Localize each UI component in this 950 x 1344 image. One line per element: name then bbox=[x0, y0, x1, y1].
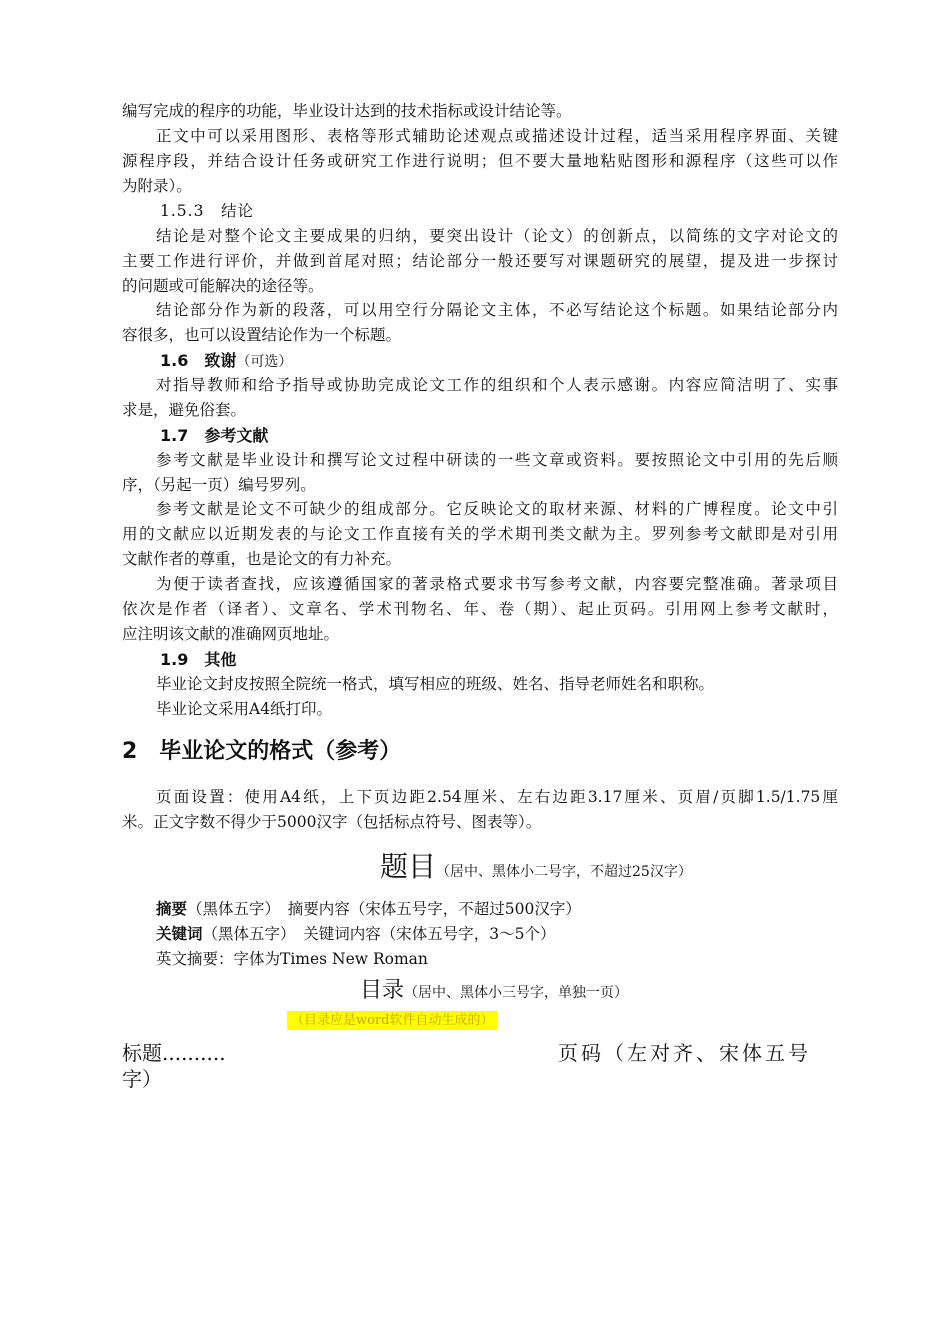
toc-label: 目录 bbox=[360, 978, 405, 1003]
paragraph-line: 的问题或可能解决的途径等。 bbox=[122, 277, 324, 295]
paragraph-line: 序，（另起一页）编号罗列。 bbox=[122, 476, 316, 494]
paragraph-line: 为附录）。 bbox=[122, 177, 192, 195]
title-label: 题目 bbox=[380, 850, 437, 883]
paragraph-line: 源程序段，并结合设计任务或研究工作进行说明；但不要大量地粘贴图形和源程序（这些可以作 bbox=[122, 152, 838, 170]
section-heading-1-6 bbox=[160, 348, 876, 375]
heading-note: （可选） bbox=[236, 354, 293, 370]
english-abstract-line: 英文摘要：字体为Times New Roman bbox=[156, 950, 428, 968]
title-format-note: （居中、黑体小二号字，不超过25汉字） bbox=[436, 864, 692, 880]
paragraph-line: 为便于读者查找，应该遵循国家的著录格式要求书写参考文献，内容要完整准确。著录项目 bbox=[156, 575, 838, 593]
paragraph-line: 参考文献是论文不可缺少的组成部分。它反映论文的取材来源、材料的广博程度。论文中引 bbox=[156, 500, 838, 518]
paragraph-line: 对指导教师和给予指导或协助完成论文工作的组织和个人表示感谢。内容应简洁明了、实事 bbox=[156, 376, 838, 394]
section-heading-1-9: 1.9 其他 bbox=[160, 650, 237, 669]
paragraph-line: 毕业论文采用A4纸打印。 bbox=[156, 700, 333, 718]
paragraph-line: 求是，避免俗套。 bbox=[122, 401, 247, 419]
toc-highlight-note: （目录应是word软件自动生成的） bbox=[287, 1011, 498, 1030]
keywords-format-line bbox=[156, 922, 838, 947]
paragraph-line: 结论部分作为新的段落，可以用空行分隔论文主体，不必写结论这个标题。如果结论部分内 bbox=[156, 301, 838, 319]
toc-entry-page: 页码（左对齐、宋体五号 bbox=[558, 1041, 811, 1065]
paragraph-line: 参考文献是毕业设计和撰写论文过程中研读的一些文章或资料。要按照论文中引用的先后顺 bbox=[156, 451, 838, 469]
paragraph-line: 依次是作者（译者）、文章名、学术刊物名、年、卷（期）、起止页码。引用网上参考文献时， bbox=[122, 600, 838, 618]
paragraph-line: 用的文献应以近期发表的与论文工作直接有关的学术期刊类文献为主。罗列参考文献即是对引用 bbox=[122, 525, 838, 543]
toc-entry-wrap: 字） bbox=[122, 1067, 162, 1091]
abstract-format-note: （黑体五字） 摘要内容（宋体五号字，不超过500汉字） bbox=[187, 900, 581, 918]
keywords-format-note: （黑体五字） 关键词内容（宋体五号字，3～5个） bbox=[202, 925, 556, 943]
toc-format-note: （居中、黑体小三号字，单独一页） bbox=[404, 985, 629, 1001]
section-heading-1-7: 1.7 参考文献 bbox=[160, 426, 269, 445]
paragraph-line: 米。正文字数不得少于5000汉字（包括标点符号、图表等）。 bbox=[122, 813, 542, 831]
paragraph-line: 主要工作进行评价，并做到首尾对照；结论部分一般还要写对课题研究的展望，提及进一步探讨 bbox=[122, 252, 838, 270]
toc-entry-title: 标题.......... bbox=[122, 1041, 226, 1065]
keywords-label: 关键词 bbox=[156, 925, 203, 943]
paragraph-line: 容很多，也可以设置结论作为一个标题。 bbox=[122, 326, 402, 344]
paragraph-line: 文献作者的尊重，也是论文的有力补充。 bbox=[122, 550, 402, 568]
title-format-line bbox=[380, 847, 800, 892]
paragraph-line: 应注明该文献的准确网页地址。 bbox=[122, 625, 340, 643]
toc-format-line bbox=[360, 974, 780, 1010]
abstract-label: 摘要 bbox=[156, 900, 188, 918]
paragraph-line: 页面设置：使用A4纸，上下页边距2.54厘米、左右边距3.17厘米、页眉/页脚1.5/1.75厘 bbox=[156, 788, 838, 806]
chapter-heading-2: 2 毕业论文的格式（参考） bbox=[122, 739, 402, 764]
paragraph-line: 正文中可以采用图形、表格等形式辅助论述观点或描述设计过程，适当采用程序界面、关键 bbox=[156, 127, 838, 145]
paragraph-line: 结论是对整个论文主要成果的归纳，要突出设计（论文）的创新点，以简练的文字对论文的 bbox=[156, 227, 838, 245]
abstract-format-line bbox=[156, 897, 838, 922]
paragraph-line: 编写完成的程序的功能，毕业设计达到的技术指标或设计结论等。 bbox=[122, 102, 572, 120]
section-heading-1-5-3: 1.5.3 结论 bbox=[160, 202, 254, 220]
paragraph-line: 毕业论文封皮按照全院统一格式，填写相应的班级、姓名、指导老师姓名和职称。 bbox=[156, 675, 715, 693]
heading-text: 1.6 致谢 bbox=[160, 351, 237, 370]
